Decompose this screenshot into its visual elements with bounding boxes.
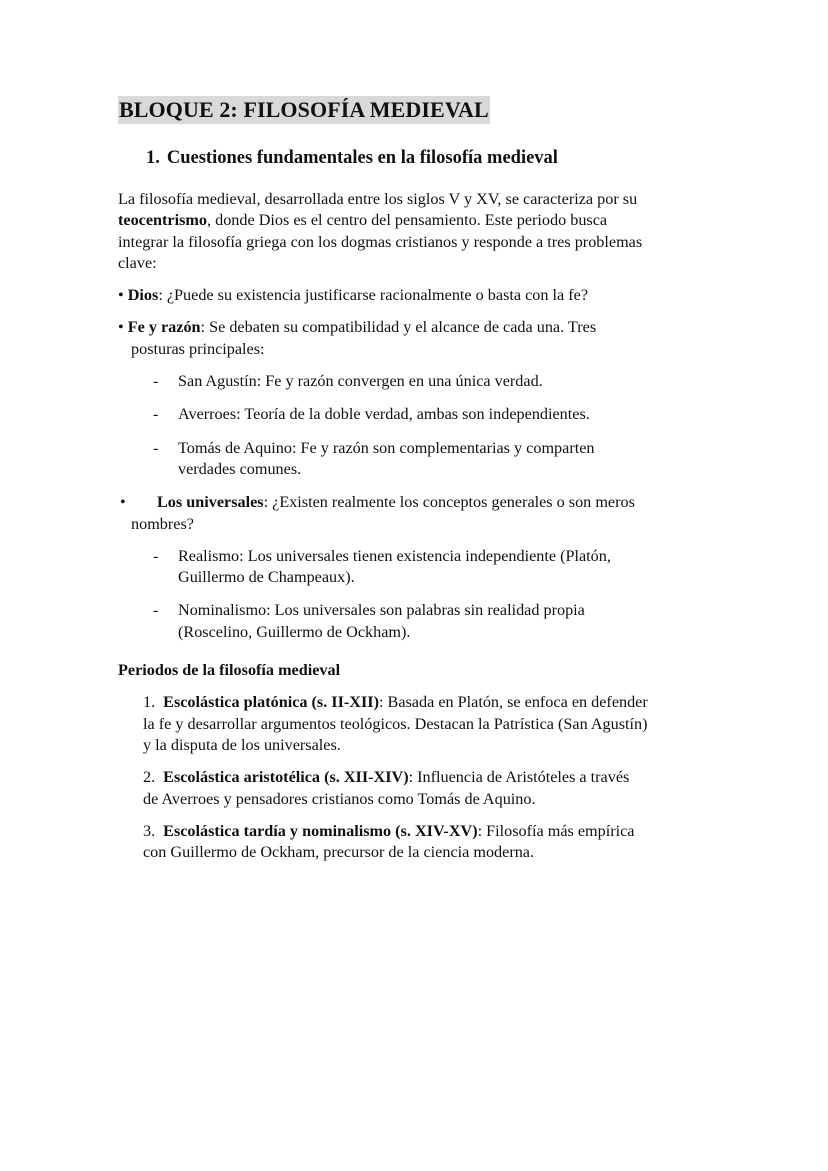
intro-line — [118, 210, 718, 231]
intro-line: clave: — [118, 253, 157, 272]
bullet-text: : ¿Existen realmente los conceptos generales o son meros — [263, 493, 635, 512]
section-number: 1. — [146, 148, 160, 168]
document-page — [118, 96, 718, 863]
list-item — [118, 371, 718, 392]
universales-positions — [118, 546, 718, 643]
period-number: 1. — [143, 693, 156, 712]
period-item — [118, 767, 718, 810]
period-number: 3. — [143, 821, 156, 840]
dash-marker: - — [153, 601, 159, 620]
bullet-fe-razon — [118, 317, 718, 360]
period-text: de Averroes y pensadores cristianos como Tomás de Aquino. — [143, 789, 536, 808]
period-text: : Filosofía más empírica — [477, 821, 635, 840]
bullet-continuation: posturas principales: — [131, 339, 265, 358]
bullet-term: Dios — [127, 286, 159, 305]
bullet-text: : Se debaten su compatibilidad y el alcance de cada una. Tres — [200, 318, 597, 337]
list-item-text: Nominalismo: Los universales son palabras sin realidad propia — [178, 601, 585, 620]
dash-marker: - — [153, 405, 159, 424]
list-item-text: verdades comunes. — [178, 459, 302, 478]
list-item — [118, 404, 718, 425]
dash-marker: - — [153, 438, 159, 457]
bullet-term: Los universales — [157, 493, 264, 512]
bullet-text: : ¿Puede su existencia justificarse racionalmente o basta con la fe? — [158, 286, 589, 305]
bullet-continuation: nombres? — [131, 514, 194, 533]
bullet-marker: • — [118, 318, 124, 337]
period-text: y la disputa de los universales. — [143, 735, 341, 754]
list-item — [118, 546, 718, 589]
period-item — [118, 821, 718, 864]
list-item-text: Tomás de Aquino: Fe y razón son complementarias y comparten — [178, 438, 595, 457]
period-title: Escolástica aristotélica (s. XII-XIV) — [163, 768, 409, 787]
dash-marker: - — [153, 372, 159, 391]
period-text: : Influencia de Aristóteles a través — [408, 768, 630, 787]
bullet-universales — [118, 492, 718, 535]
section-heading — [146, 146, 718, 170]
bullet-marker: • — [118, 286, 124, 305]
dash-marker: - — [153, 546, 159, 565]
period-text: la fe y desarrollar argumentos teológicos. Destacan la Patrística (San Agustín) — [143, 714, 648, 733]
section-heading-text: Cuestiones fundamentales en la filosofía medieval — [166, 148, 558, 168]
intro-line-rest: , donde Dios es el centro del pensamiento. Este periodo busca — [207, 211, 608, 230]
list-item — [118, 438, 718, 481]
list-item-text: San Agustín: Fe y razón convergen en una única verdad. — [178, 372, 543, 391]
period-title: Escolástica platónica (s. II-XII) — [163, 693, 379, 712]
period-text: : Basada en Platón, se enfoca en defender — [378, 693, 648, 712]
period-item — [118, 692, 718, 756]
intro-line: La filosofía medieval, desarrollada entre los siglos V y XV, se caracteriza por su — [118, 190, 638, 208]
period-text: con Guillermo de Ockham, precursor de la ciencia moderna. — [143, 843, 535, 862]
document-title: BLOQUE 2: FILOSOFÍA MEDIEVAL — [119, 97, 489, 122]
list-item-text: Averroes: Teoría de la doble verdad, ambas son independientes. — [178, 405, 590, 424]
period-title: Escolástica tardía y nominalismo (s. XIV-XV) — [163, 821, 478, 840]
bullet-marker: • — [120, 493, 126, 512]
list-item-text: Guillermo de Champeaux). — [178, 568, 355, 587]
periods-heading: Periodos de la filosofía medieval — [118, 661, 341, 680]
intro-line: integrar la filosofía griega con los dogmas cristianos y responde a tres problemas — [118, 232, 643, 251]
bullet-term: Fe y razón — [127, 318, 201, 337]
fe-razon-postures — [118, 371, 718, 480]
list-item-text: (Roscelino, Guillermo de Ockham). — [178, 622, 411, 641]
list-item-text: Realismo: Los universales tienen existencia independiente (Platón, — [178, 546, 611, 565]
period-number: 2. — [143, 768, 156, 787]
list-item — [118, 600, 718, 643]
bullet-dios — [118, 285, 718, 306]
intro-paragraph — [118, 189, 718, 274]
intro-bold-term: teocentrismo — [118, 211, 207, 230]
